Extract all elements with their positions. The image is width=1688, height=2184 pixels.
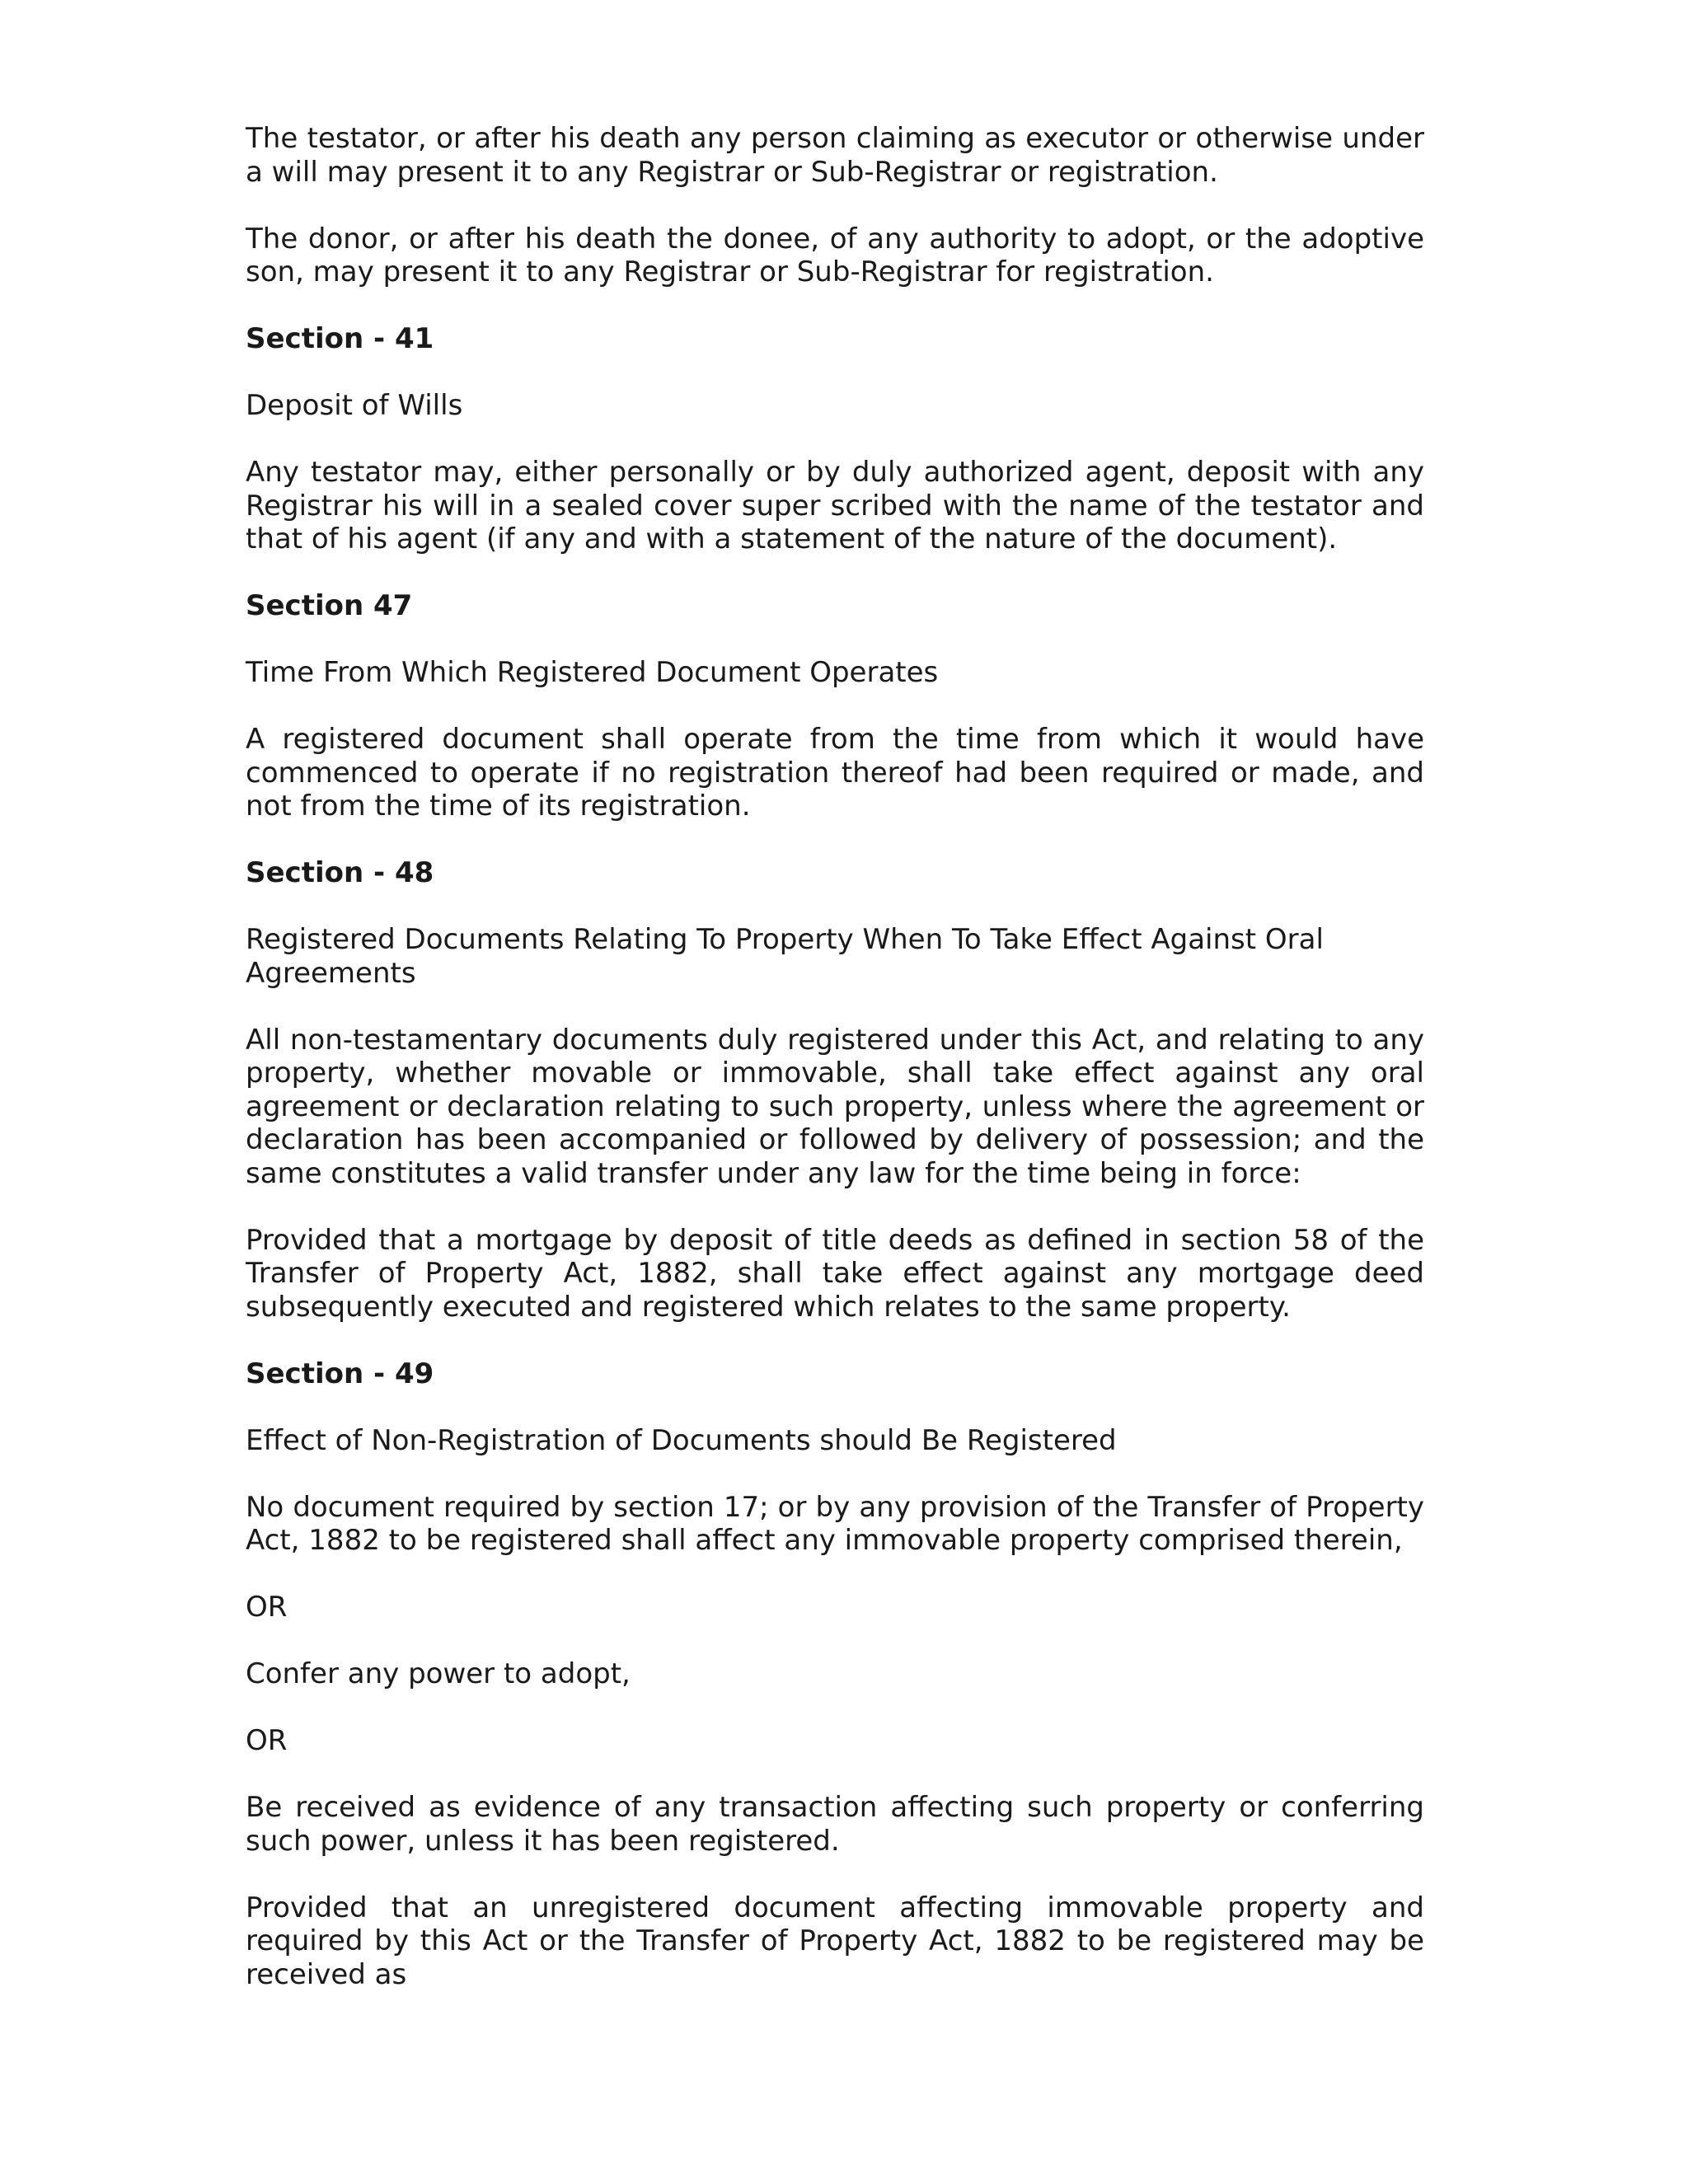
- section-heading-48: Section - 48: [246, 856, 434, 889]
- section-title-oral-agreements: Registered Documents Relating To Property When To Take Effect Against Oral Agreements: [246, 923, 1324, 990]
- section-heading-49: Section - 49: [246, 1357, 434, 1390]
- or-separator-2: OR: [246, 1724, 288, 1757]
- paragraph-deposit-of-wills: Any testator may, either personally or by duly authorized agent, deposit with any Registrar his will in a sealed cover super scribed with the name of the testator and that of his agent (if any and with a statement of the nature of the document).: [246, 456, 1424, 555]
- section-heading-47: Section 47: [246, 589, 413, 622]
- paragraph-no-document-required: No document required by section 17; or by any provision of the Transfer of Property Act, 1882 to be registered shall affect any immovable property comprised therein,: [246, 1490, 1424, 1557]
- or-separator-1: OR: [246, 1591, 288, 1624]
- section-title-non-registration: Effect of Non-Registration of Documents should Be Registered: [246, 1423, 1117, 1457]
- document-body: [246, 122, 1424, 2025]
- section-title-deposit-of-wills: Deposit of Wills: [246, 389, 463, 422]
- paragraph-non-testamentary-documents: All non-testamentary documents duly registered under this Act, and relating to any property, whether movable or immovable, shall take effect against any oral agreement or declaration relating to such property, unless where the agreement or declaration has been accompanied or followed by delivery of possession; and the same constitutes a valid transfer under any law for the time being in force:: [246, 1023, 1424, 1190]
- paragraph-unregistered-proviso: Provided that an unregistered document affecting immovable property and required by this Act or the Transfer of Property Act, 1882 to be registered may be received as: [246, 1891, 1424, 1991]
- paragraph-mortgage-proviso: Provided that a mortgage by deposit of title deeds as defined in section 58 of the Transfer of Property Act, 1882, shall take effect against any mortgage deed subsequently executed and registered which relates to the same property.: [246, 1223, 1424, 1324]
- paragraph-document-operates: A registered document shall operate from the time from which it would have commenced to operate if no registration thereof had been required or made, and not from the time of its registration.: [246, 723, 1424, 823]
- paragraph-confer-power: Confer any power to adopt,: [246, 1657, 631, 1690]
- paragraph-donor-presentation: The donor, or after his death the donee, of any authority to adopt, or the adoptive son, may present it to any Registrar or Sub-Registrar for registration.: [246, 222, 1424, 288]
- paragraph-received-as-evidence: Be received as evidence of any transaction affecting such property or conferring such power, unless it has been registered.: [246, 1791, 1424, 1858]
- section-title-time-document-operates: Time From Which Registered Document Operates: [246, 656, 939, 689]
- section-heading-41: Section - 41: [246, 322, 434, 355]
- paragraph-testator-presentation: The testator, or after his death any person claiming as executor or otherwise under a will may present it to any Registrar or Sub-Registrar or registration.: [246, 122, 1424, 189]
